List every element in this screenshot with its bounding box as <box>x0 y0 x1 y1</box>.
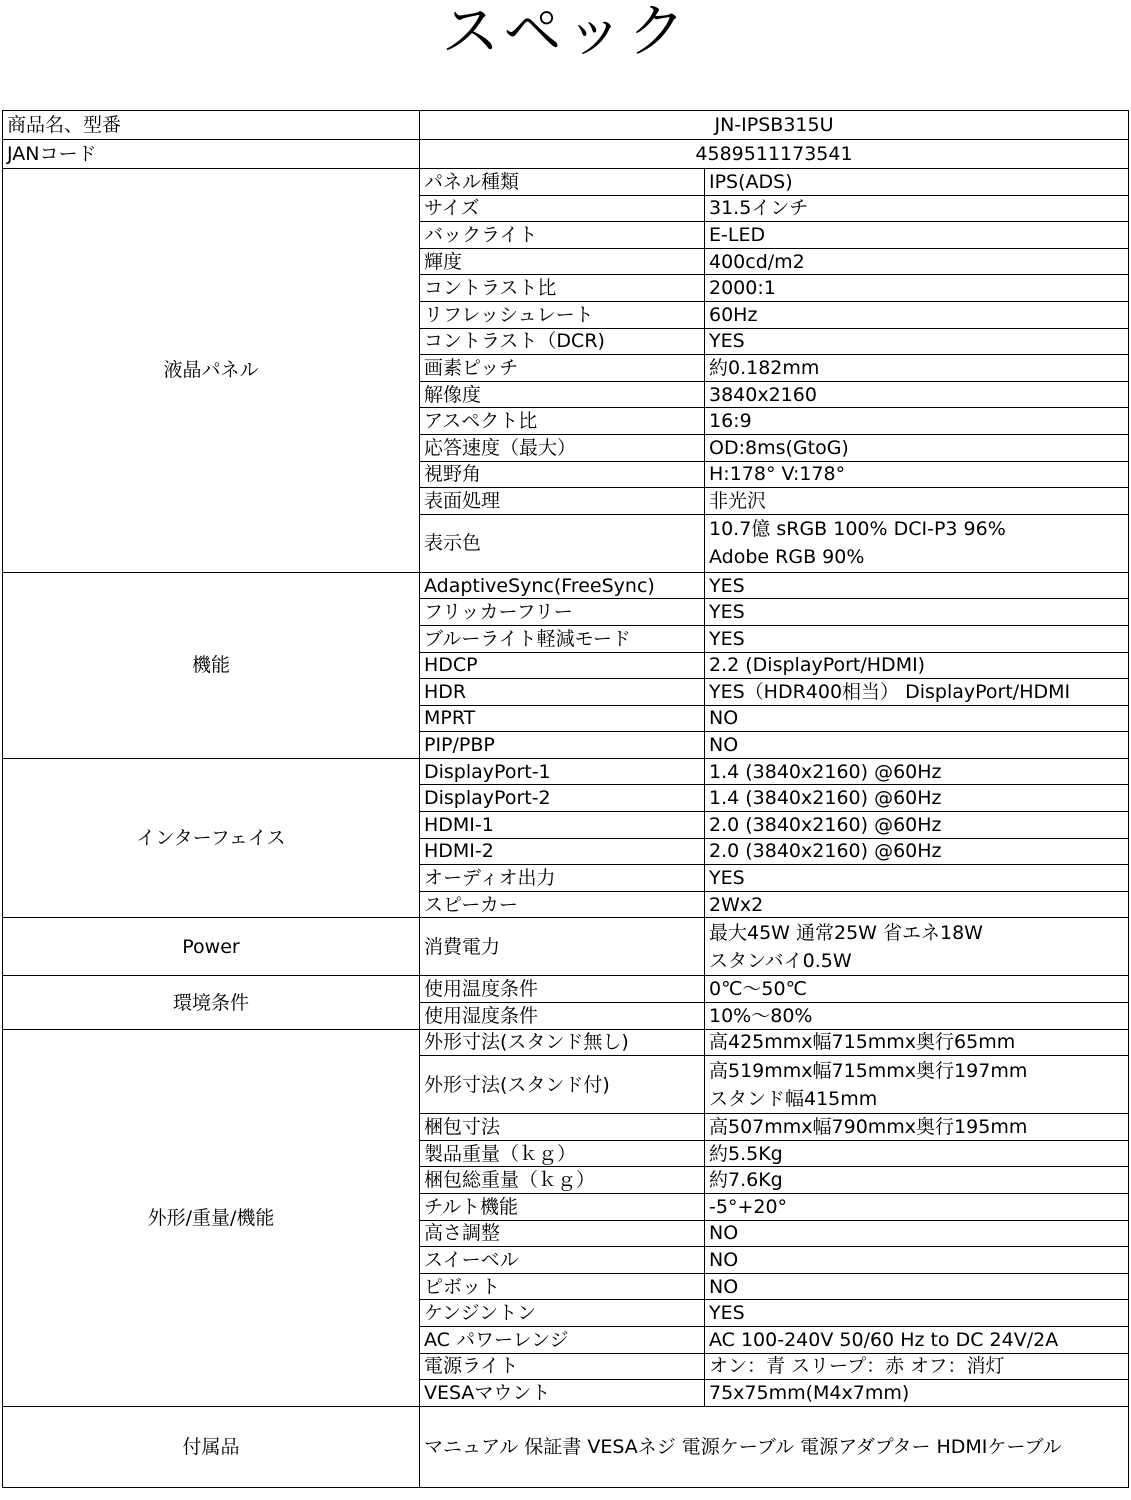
spec-row <box>3 169 1129 196</box>
spec-value: 16:9 <box>705 408 1129 435</box>
spec-value: 2.2 (DisplayPort/HDMI) <box>705 652 1129 679</box>
spec-table <box>2 110 1129 1488</box>
spec-value-line: 10.7億 sRGB 100% DCI-P3 96% <box>709 518 1006 541</box>
spec-value: 2.0 (3840x2160) @60Hz <box>705 838 1129 865</box>
spec-value: YES <box>705 572 1129 599</box>
accessories-list: マニュアル 保証書 VESAネジ 電源ケーブル 電源アダプター HDMIケーブル <box>420 1406 1129 1487</box>
spec-item: MPRT <box>420 705 705 732</box>
spec-value: 非光沢 <box>705 488 1129 515</box>
spec-value-line: スタンバイ0.5W <box>709 949 852 972</box>
spec-value-line: 最大45W 通常25W 省エネ18W <box>709 921 983 944</box>
spec-item: 画素ピッチ <box>420 355 705 382</box>
spec-item: 消費電力 <box>420 918 705 976</box>
spec-value: 高507mmx幅790mmx奥行195mm <box>705 1114 1129 1141</box>
spec-category: 液晶パネル <box>3 169 420 573</box>
spec-item: 解像度 <box>420 381 705 408</box>
spec-item: ブルーライト軽減モード <box>420 625 705 652</box>
spec-value: 約7.6Kg <box>705 1167 1129 1194</box>
spec-item: 外形寸法(スタンド付) <box>420 1056 705 1114</box>
spec-value: 75x75mm(M4x7mm) <box>705 1380 1129 1407</box>
spec-row <box>3 572 1129 599</box>
spec-value <box>705 1056 1129 1114</box>
spec-value: NO <box>705 1273 1129 1300</box>
spec-value: オン：青 スリープ：赤 オフ：消灯 <box>705 1353 1129 1380</box>
spec-value: IPS(ADS) <box>705 169 1129 196</box>
spec-item: 使用湿度条件 <box>420 1003 705 1030</box>
spec-row <box>3 1029 1129 1056</box>
spec-item: リフレッシュレート <box>420 301 705 328</box>
spec-item: 表示色 <box>420 514 705 572</box>
spec-item: DisplayPort-2 <box>420 785 705 812</box>
spec-item: AdaptiveSync(FreeSync) <box>420 572 705 599</box>
spec-item: バックライト <box>420 222 705 249</box>
spec-value: NO <box>705 705 1129 732</box>
spec-value: 高425mmx幅715mmx奥行65mm <box>705 1029 1129 1056</box>
spec-item: サイズ <box>420 195 705 222</box>
spec-value: OD:8ms(GtoG) <box>705 434 1129 461</box>
spec-value: YES <box>705 1300 1129 1327</box>
spec-value: 3840x2160 <box>705 381 1129 408</box>
spec-value: 0℃～50℃ <box>705 976 1129 1003</box>
spec-value: YES <box>705 865 1129 892</box>
spec-item: オーディオ出力 <box>420 865 705 892</box>
spec-item: 梱包総重量（ｋｇ） <box>420 1167 705 1194</box>
spec-category: 機能 <box>3 572 420 758</box>
spec-value-line: Adobe RGB 90% <box>709 546 865 569</box>
page-title: スペック <box>441 0 690 65</box>
spec-item: PIP/PBP <box>420 732 705 759</box>
spec-category: Power <box>3 918 420 976</box>
spec-value: NO <box>705 1220 1129 1247</box>
spec-row <box>3 976 1129 1003</box>
spec-value: 2000:1 <box>705 275 1129 302</box>
spec-category: インターフェイス <box>3 758 420 918</box>
spec-value: JN-IPSB315U <box>420 111 1129 140</box>
spec-item: フリッカーフリー <box>420 599 705 626</box>
spec-item: HDMI-2 <box>420 838 705 865</box>
spec-item: 電源ライト <box>420 1353 705 1380</box>
spec-item: VESAマウント <box>420 1380 705 1407</box>
spec-item: HDR <box>420 679 705 706</box>
spec-row-header <box>3 111 1129 140</box>
spec-category: 環境条件 <box>3 976 420 1029</box>
spec-category: 付属品 <box>3 1406 420 1487</box>
spec-row <box>3 918 1129 976</box>
spec-row <box>3 758 1129 785</box>
spec-item: ピボット <box>420 1273 705 1300</box>
spec-item: コントラスト（DCR) <box>420 328 705 355</box>
spec-item: 視野角 <box>420 461 705 488</box>
spec-value: NO <box>705 732 1129 759</box>
spec-value: 約5.5Kg <box>705 1140 1129 1167</box>
spec-value: YES（HDR400相当） DisplayPort/HDMI <box>705 679 1129 706</box>
spec-value: 10%～80% <box>705 1003 1129 1030</box>
spec-item: 表面処理 <box>420 488 705 515</box>
spec-row-header <box>3 140 1129 169</box>
spec-value-line: スタンド幅415mm <box>709 1087 878 1110</box>
spec-item: AC パワーレンジ <box>420 1326 705 1353</box>
spec-value: 60Hz <box>705 301 1129 328</box>
spec-item: アスペクト比 <box>420 408 705 435</box>
spec-item: パネル種類 <box>420 169 705 196</box>
spec-item: 外形寸法(スタンド無し) <box>420 1029 705 1056</box>
spec-item: ケンジントン <box>420 1300 705 1327</box>
spec-label: JANコード <box>3 140 420 169</box>
spec-item: スイーベル <box>420 1247 705 1274</box>
spec-value-line: 高519mmx幅715mmx奥行197mm <box>709 1059 1028 1082</box>
spec-item: コントラスト比 <box>420 275 705 302</box>
spec-value <box>705 514 1129 572</box>
spec-value: 約0.182mm <box>705 355 1129 382</box>
spec-value: AC 100-240V 50/60 Hz to DC 24V/2A <box>705 1326 1129 1353</box>
spec-value: 1.4 (3840x2160) @60Hz <box>705 785 1129 812</box>
spec-value: YES <box>705 625 1129 652</box>
spec-value: -5°+20° <box>705 1194 1129 1221</box>
spec-item: DisplayPort-1 <box>420 758 705 785</box>
spec-value: E-LED <box>705 222 1129 249</box>
spec-item: 使用温度条件 <box>420 976 705 1003</box>
spec-value: 4589511173541 <box>420 140 1129 169</box>
spec-value: 1.4 (3840x2160) @60Hz <box>705 758 1129 785</box>
spec-row-accessories <box>3 1406 1129 1487</box>
spec-value: 400cd/m2 <box>705 248 1129 275</box>
spec-value: 31.5インチ <box>705 195 1129 222</box>
spec-item: 梱包寸法 <box>420 1114 705 1141</box>
spec-value <box>705 918 1129 976</box>
spec-item: スピーカー <box>420 891 705 918</box>
spec-value: 2.0 (3840x2160) @60Hz <box>705 812 1129 839</box>
spec-item: チルト機能 <box>420 1194 705 1221</box>
spec-value: NO <box>705 1247 1129 1274</box>
spec-value: YES <box>705 599 1129 626</box>
spec-item: HDCP <box>420 652 705 679</box>
spec-value: YES <box>705 328 1129 355</box>
spec-item: 輝度 <box>420 248 705 275</box>
spec-value: H:178° V:178° <box>705 461 1129 488</box>
spec-value: 2Wx2 <box>705 891 1129 918</box>
spec-item: 応答速度（最大） <box>420 434 705 461</box>
spec-item: 製品重量（ｋｇ） <box>420 1140 705 1167</box>
spec-category: 外形/重量/機能 <box>3 1029 420 1406</box>
spec-label: 商品名、型番 <box>3 111 420 140</box>
spec-item: 高さ調整 <box>420 1220 705 1247</box>
spec-table-body <box>3 111 1129 1488</box>
spec-item: HDMI-1 <box>420 812 705 839</box>
